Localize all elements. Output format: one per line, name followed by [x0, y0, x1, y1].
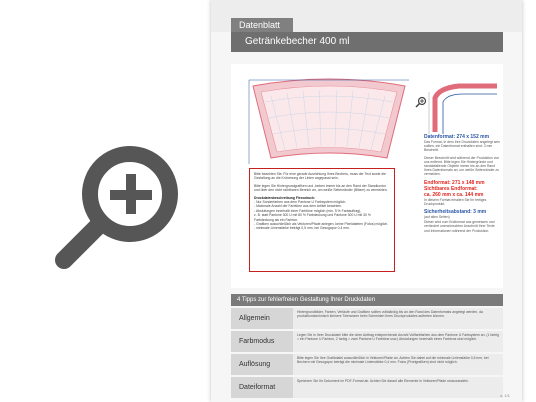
tips-heading: 4 Tipps zur fehlerfreien Gestaltung Ihrer Druckdaten — [231, 294, 503, 306]
data-format-text-2: Dieser Beschnitt wird während der Produktion von uns entfernt. Bitte legen Sie Hintergründe und randabfallende Objekte immer bis an den Rand Ihres Datenformats an, um weiße Seitenränder zu vermeiden. — [424, 155, 500, 177]
safety-distance-sub: (auf allen Seiten) — [424, 215, 450, 220]
data-format-title: Datenformat: 274 x 152 mm — [424, 134, 490, 140]
tip-text: Legen Sie in Ihrer Druckdatei bitte die oben Auftrag entsprechende Anzahl Vollfarbfarben aus dem Pantone U Farbsystem an. (1 farbig = ein Pantone U Farbton, 2 farbig = zwei Pantone U Farbtöne usw.) Abstufungen innerhalb eines Farbtons sind möglich. — [293, 331, 503, 352]
zoom-in-small-icon[interactable] — [415, 96, 427, 108]
tip-text: Speichern Sie Ihr Dokument im PDF-Format ab. Achten Sie darauf alle Elemente in Vektoren/Pfade umzuwandeln. — [293, 377, 503, 398]
instruction-2: Bitte legen Sie Hintergrundgrafiken und -farben immer bis an den Rand der Standkontur und über den nicht sichtbaren Bereich an, um weiße Seitenränder (Blitzer) zu vermeiden. — [254, 183, 388, 193]
tip-label: Dateiformat — [231, 377, 293, 398]
instruction-box — [249, 168, 395, 272]
cup-template-drawing — [247, 78, 411, 166]
visible-format-size: ca. 260 mm x ca. 144 mm — [424, 191, 484, 198]
print-note: z. B. statt Pantone 300 U mit 80 % Farbdeckung und Pantone 300 U mit 30 % Farbdeckung als ein Farbton. — [254, 213, 371, 222]
tip-row — [231, 308, 503, 329]
safety-distance-text: Dieser wird vom Endformat aus gemessen und verhindert unerwünschten Anschnitt Ihrer Texte und Informationen während der Produktion. — [424, 220, 495, 233]
end-format-title: Endformat: 271 x 148 mm — [424, 179, 485, 186]
format-info-column — [424, 134, 500, 236]
tip-row — [231, 331, 503, 352]
data-format-text: Das Format, in dem Ihre Druckdaten angelegt sein sollten, ein Datenformat enthalten sind: 3 mm Beschnitt. — [424, 140, 500, 153]
document-title: Getränkebecher 400 ml — [231, 32, 503, 52]
tip-row — [231, 354, 503, 375]
tip-row — [231, 377, 503, 398]
tip-label: Auflösung — [231, 354, 293, 375]
document-tag: Datenblatt — [231, 18, 293, 32]
print-note: - Nur Sonderfarben aus dem Pantone U Farbsystem möglich. — [254, 200, 347, 205]
print-notes-heading: Druckdatenbeschreibung Flexodruck: — [254, 195, 316, 200]
print-note: - minimale Linienstärke beträgt 0,5 mm, bei Gesogapor 0,4 mm. — [254, 226, 350, 231]
visible-format-title: Sichtbares Endformat: — [424, 185, 478, 192]
print-note: - Abstufungen innerhalb einer Farbtöne möglich (min. 5 % Farbauftrag), — [254, 208, 362, 213]
page-number: s. 1/1 — [500, 393, 510, 398]
print-note: - Grafiken ausschließlich als Vektoren/Pfade anlegen, keine Pixeldateien (Fotos) möglich. — [254, 222, 389, 227]
tip-text: Hintergrundbilder, Farben, Verläufe und Grafiken sollten vollständig bis an den Rand des Datenformats angelegt werden, da produktionstechnisch kleinere Toleranzen beim Schneiden Ihres Druckproduktes auftreten können. — [293, 308, 503, 329]
tip-label: Farbmodus — [231, 331, 293, 352]
tips-list — [231, 308, 503, 400]
tip-text: Bitte legen Sie Ihre Grafikdatei ausschließlich in Vektoren/Pfade an. Achten Sie dabei auf die minimale Linienstärke 0,5 mm, bei Bechern mit Gesogapor beträgt die minimale Linienstärke 0,4 mm. Fotos (Pixelgrafiken) sind nicht möglich. — [293, 354, 503, 375]
tip-label: Allgemein — [231, 308, 293, 329]
safety-distance-title: Sicherheitsabstand: 3 mm — [424, 209, 487, 216]
datasheet-page — [211, 0, 522, 402]
instruction-1: Bitte beachten Sie: Für eine gerade Ausrichtung Ihres Bechers, muss der Text sowie die Gestaltung an die Krümmung der Linien angepasst sein. — [254, 172, 386, 181]
corner-detail-drawing — [425, 82, 497, 134]
visible-format-text: In diesem Format erhalten Sie Ihr fertiges Druckprodukt. — [424, 197, 487, 206]
zoom-in-icon[interactable] — [52, 142, 184, 274]
print-note: - Maximale Anzahl der Farbtöne aus dem Artikel beachten. — [254, 204, 343, 209]
